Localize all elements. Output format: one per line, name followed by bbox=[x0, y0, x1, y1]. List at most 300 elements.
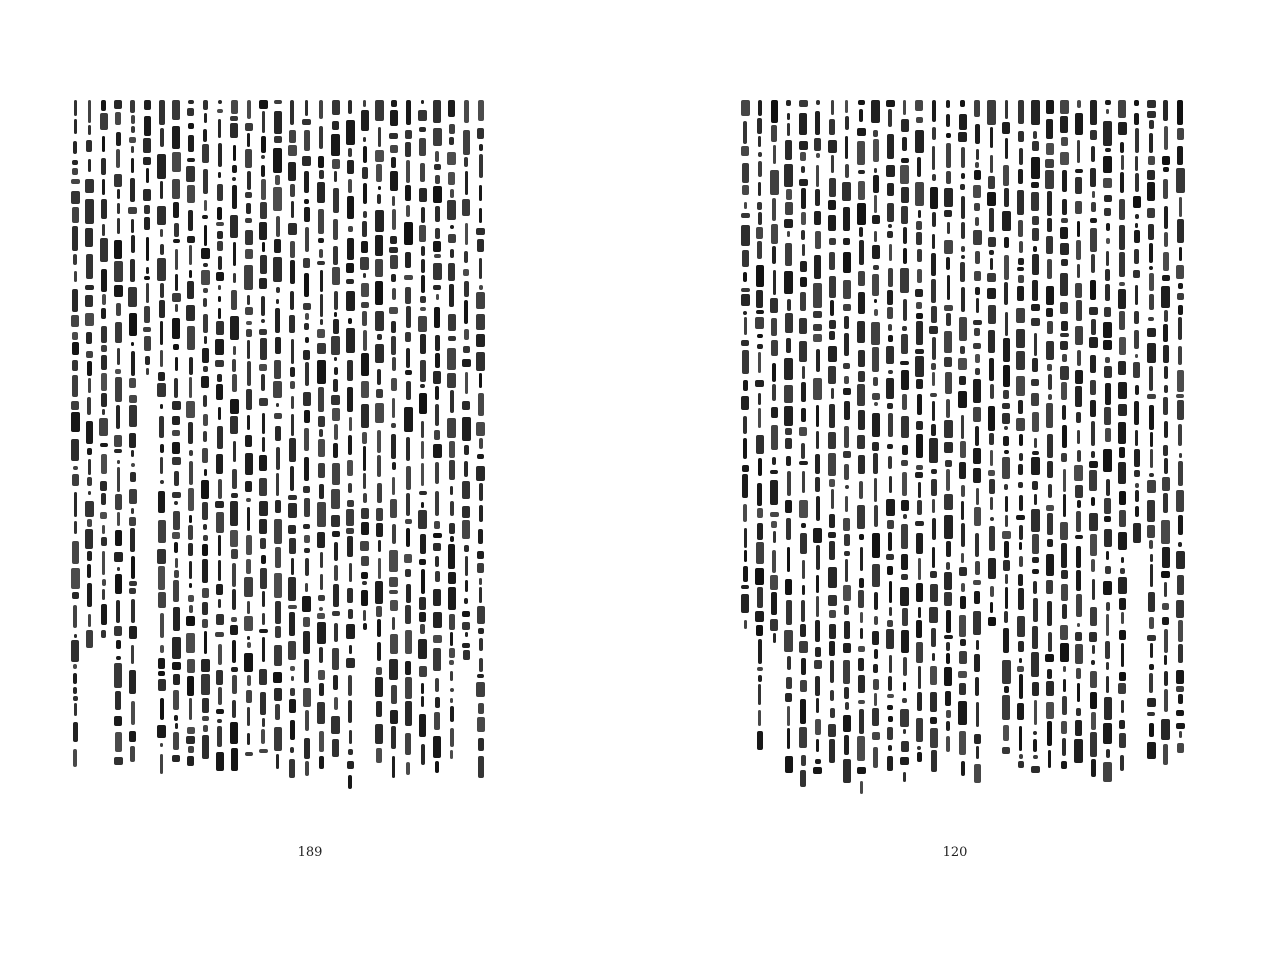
script-glyph bbox=[944, 592, 952, 606]
script-glyph bbox=[377, 334, 382, 340]
script-glyph bbox=[975, 287, 980, 295]
script-glyph bbox=[390, 499, 397, 518]
script-glyph bbox=[903, 682, 906, 691]
script-glyph bbox=[218, 256, 222, 270]
script-glyph bbox=[245, 218, 252, 223]
script-glyph bbox=[932, 547, 935, 568]
script-glyph bbox=[318, 463, 325, 478]
script-glyph bbox=[888, 109, 892, 127]
text-column bbox=[1030, 100, 1041, 777]
script-glyph bbox=[1017, 666, 1024, 672]
script-glyph bbox=[201, 659, 210, 672]
script-glyph bbox=[419, 597, 426, 610]
script-glyph bbox=[100, 481, 107, 491]
script-glyph bbox=[86, 254, 93, 279]
script-glyph bbox=[392, 524, 396, 544]
script-glyph bbox=[246, 535, 252, 555]
script-glyph bbox=[1090, 692, 1097, 709]
script-glyph bbox=[203, 725, 208, 732]
script-glyph bbox=[1149, 405, 1154, 430]
script-glyph bbox=[916, 117, 923, 123]
script-glyph bbox=[916, 434, 923, 458]
script-glyph bbox=[786, 338, 791, 353]
script-glyph bbox=[758, 458, 762, 476]
script-glyph bbox=[1119, 282, 1125, 286]
script-glyph bbox=[233, 242, 236, 266]
script-glyph bbox=[318, 595, 325, 601]
script-glyph bbox=[244, 265, 253, 290]
script-glyph bbox=[160, 444, 164, 453]
script-glyph bbox=[1017, 190, 1024, 215]
script-glyph bbox=[944, 305, 953, 311]
script-glyph bbox=[246, 559, 251, 574]
script-glyph bbox=[1133, 362, 1140, 378]
script-glyph bbox=[1018, 275, 1024, 283]
script-glyph bbox=[320, 294, 323, 317]
script-glyph bbox=[377, 194, 381, 204]
script-glyph bbox=[901, 334, 908, 354]
script-glyph bbox=[1060, 227, 1068, 239]
script-glyph bbox=[1077, 450, 1081, 462]
script-glyph bbox=[186, 736, 195, 744]
script-glyph bbox=[886, 100, 895, 107]
script-glyph bbox=[73, 722, 78, 742]
script-glyph bbox=[1060, 333, 1069, 337]
script-glyph bbox=[406, 348, 410, 368]
script-glyph bbox=[787, 706, 790, 726]
script-glyph bbox=[944, 572, 952, 590]
script-glyph bbox=[758, 152, 762, 157]
script-glyph bbox=[784, 385, 793, 403]
script-glyph bbox=[858, 181, 865, 200]
script-glyph bbox=[87, 519, 92, 527]
script-glyph bbox=[1090, 130, 1097, 140]
script-glyph bbox=[447, 348, 456, 370]
script-glyph bbox=[391, 321, 396, 333]
script-glyph bbox=[944, 442, 953, 453]
script-glyph bbox=[1147, 170, 1155, 180]
script-glyph bbox=[1090, 400, 1096, 417]
script-glyph bbox=[1033, 581, 1037, 594]
script-glyph bbox=[376, 523, 383, 537]
script-glyph bbox=[1033, 246, 1037, 252]
script-glyph bbox=[435, 151, 439, 162]
script-glyph bbox=[377, 619, 381, 637]
script-glyph bbox=[1019, 542, 1022, 550]
script-glyph bbox=[419, 188, 427, 202]
script-glyph bbox=[1003, 560, 1010, 571]
script-glyph bbox=[1149, 673, 1153, 693]
text-column bbox=[273, 100, 284, 776]
script-glyph bbox=[389, 550, 398, 572]
text-column bbox=[360, 100, 371, 635]
script-glyph bbox=[888, 745, 892, 751]
script-glyph bbox=[433, 533, 442, 538]
script-glyph bbox=[73, 696, 78, 701]
script-glyph bbox=[230, 625, 238, 635]
script-glyph bbox=[917, 157, 921, 177]
script-glyph bbox=[131, 450, 134, 457]
script-glyph bbox=[758, 639, 762, 664]
script-glyph bbox=[290, 381, 295, 389]
script-glyph bbox=[332, 531, 340, 537]
script-glyph bbox=[375, 210, 384, 232]
script-glyph bbox=[404, 407, 413, 432]
script-glyph bbox=[903, 657, 907, 676]
script-glyph bbox=[129, 581, 137, 586]
script-glyph bbox=[476, 422, 485, 436]
script-glyph bbox=[173, 690, 179, 710]
script-glyph bbox=[347, 588, 353, 603]
script-glyph bbox=[1135, 430, 1138, 446]
script-glyph bbox=[247, 642, 251, 648]
script-glyph bbox=[742, 465, 749, 472]
script-glyph bbox=[333, 188, 339, 213]
script-glyph bbox=[478, 100, 484, 121]
script-glyph bbox=[900, 587, 909, 606]
script-glyph bbox=[916, 465, 923, 470]
script-glyph bbox=[433, 128, 442, 146]
script-glyph bbox=[273, 148, 282, 173]
script-glyph bbox=[131, 556, 135, 579]
script-glyph bbox=[433, 285, 441, 290]
script-glyph bbox=[304, 548, 310, 553]
text-column bbox=[842, 100, 853, 786]
script-glyph bbox=[318, 439, 325, 457]
script-glyph bbox=[887, 705, 893, 710]
script-glyph bbox=[449, 137, 454, 145]
script-glyph bbox=[1063, 679, 1066, 692]
script-glyph bbox=[988, 617, 996, 626]
script-glyph bbox=[389, 590, 398, 594]
script-glyph bbox=[262, 437, 265, 452]
script-glyph bbox=[346, 328, 355, 353]
script-glyph bbox=[917, 269, 922, 283]
script-glyph bbox=[1121, 612, 1124, 624]
script-glyph bbox=[389, 133, 398, 139]
script-glyph bbox=[245, 752, 253, 756]
script-glyph bbox=[1163, 252, 1169, 271]
script-glyph bbox=[421, 683, 424, 694]
script-glyph bbox=[274, 136, 282, 143]
script-glyph bbox=[756, 290, 763, 308]
script-glyph bbox=[843, 715, 851, 732]
script-glyph bbox=[1161, 286, 1170, 308]
script-glyph bbox=[72, 289, 78, 312]
script-glyph bbox=[1046, 702, 1054, 719]
script-glyph bbox=[319, 484, 324, 499]
script-glyph bbox=[1031, 457, 1040, 475]
script-glyph bbox=[859, 534, 864, 540]
script-glyph bbox=[172, 532, 180, 539]
script-glyph bbox=[114, 663, 122, 688]
script-glyph bbox=[1018, 761, 1024, 768]
script-glyph bbox=[305, 710, 309, 731]
script-glyph bbox=[420, 534, 426, 554]
script-glyph bbox=[771, 407, 778, 418]
script-glyph bbox=[303, 486, 310, 493]
script-glyph bbox=[900, 268, 909, 293]
script-glyph bbox=[435, 678, 439, 692]
script-glyph bbox=[290, 720, 295, 740]
script-glyph bbox=[100, 443, 108, 447]
text-column bbox=[476, 100, 487, 783]
script-glyph bbox=[102, 136, 105, 152]
script-glyph bbox=[958, 391, 967, 408]
script-glyph bbox=[961, 287, 965, 312]
script-glyph bbox=[331, 395, 340, 405]
script-glyph bbox=[857, 141, 865, 165]
script-glyph bbox=[946, 562, 950, 570]
script-glyph bbox=[433, 241, 441, 252]
script-glyph bbox=[958, 358, 967, 370]
text-column bbox=[157, 100, 168, 776]
script-glyph bbox=[275, 601, 281, 624]
script-glyph bbox=[988, 406, 995, 431]
script-glyph bbox=[1119, 337, 1126, 355]
script-glyph bbox=[1119, 447, 1125, 458]
script-glyph bbox=[361, 381, 369, 398]
script-glyph bbox=[173, 511, 180, 530]
script-glyph bbox=[1047, 669, 1052, 679]
script-glyph bbox=[917, 394, 922, 415]
script-glyph bbox=[901, 574, 908, 580]
script-glyph bbox=[1177, 293, 1184, 300]
script-glyph bbox=[114, 716, 122, 726]
text-column bbox=[755, 100, 766, 757]
script-glyph bbox=[929, 438, 938, 463]
script-glyph bbox=[815, 759, 821, 764]
script-glyph bbox=[816, 596, 819, 617]
script-glyph bbox=[115, 377, 122, 402]
script-glyph bbox=[389, 307, 398, 314]
script-glyph bbox=[1016, 308, 1025, 323]
script-glyph bbox=[436, 294, 439, 300]
script-glyph bbox=[202, 619, 208, 628]
script-glyph bbox=[174, 501, 178, 505]
script-glyph bbox=[773, 633, 776, 643]
script-glyph bbox=[1163, 445, 1168, 456]
script-glyph bbox=[247, 361, 251, 386]
script-glyph bbox=[1004, 611, 1008, 623]
script-glyph bbox=[857, 505, 865, 529]
script-glyph bbox=[389, 577, 398, 587]
script-glyph bbox=[116, 303, 121, 316]
script-glyph bbox=[946, 100, 950, 108]
script-glyph bbox=[73, 254, 77, 265]
script-glyph bbox=[872, 245, 880, 259]
script-glyph bbox=[756, 227, 763, 239]
script-glyph bbox=[1060, 152, 1069, 165]
script-glyph bbox=[815, 620, 820, 642]
script-glyph bbox=[215, 632, 224, 637]
script-glyph bbox=[918, 482, 921, 498]
script-glyph bbox=[331, 515, 340, 527]
script-glyph bbox=[331, 489, 340, 509]
script-glyph bbox=[872, 533, 880, 558]
script-glyph bbox=[74, 703, 77, 716]
script-glyph bbox=[74, 119, 77, 134]
text-column bbox=[128, 100, 139, 764]
script-glyph bbox=[262, 613, 265, 625]
script-glyph bbox=[930, 692, 937, 712]
script-glyph bbox=[1148, 317, 1154, 321]
script-glyph bbox=[332, 121, 339, 130]
script-glyph bbox=[1047, 721, 1052, 746]
script-glyph bbox=[448, 100, 455, 117]
script-glyph bbox=[946, 313, 951, 326]
script-glyph bbox=[131, 126, 135, 133]
script-glyph bbox=[1075, 169, 1083, 173]
script-glyph bbox=[87, 397, 91, 415]
script-glyph bbox=[202, 448, 208, 463]
script-glyph bbox=[158, 679, 166, 691]
script-glyph bbox=[1091, 146, 1095, 162]
script-glyph bbox=[450, 501, 454, 516]
script-glyph bbox=[1047, 364, 1052, 371]
script-glyph bbox=[173, 344, 179, 350]
text-column bbox=[244, 100, 255, 760]
script-glyph bbox=[946, 653, 950, 664]
script-glyph bbox=[146, 368, 149, 375]
script-glyph bbox=[872, 274, 879, 296]
script-glyph bbox=[361, 590, 368, 606]
script-glyph bbox=[990, 384, 994, 399]
script-glyph bbox=[1032, 481, 1038, 490]
script-glyph bbox=[1090, 355, 1096, 373]
script-glyph bbox=[741, 396, 749, 410]
script-glyph bbox=[291, 414, 294, 436]
script-glyph bbox=[902, 394, 907, 410]
script-glyph bbox=[392, 617, 395, 630]
script-glyph bbox=[186, 305, 195, 321]
script-glyph bbox=[918, 666, 921, 689]
script-glyph bbox=[289, 699, 296, 713]
script-glyph bbox=[305, 313, 309, 320]
script-glyph bbox=[218, 407, 221, 420]
script-glyph bbox=[814, 255, 821, 279]
script-glyph bbox=[434, 307, 440, 328]
script-glyph bbox=[476, 466, 485, 481]
text-column bbox=[1161, 100, 1172, 767]
script-glyph bbox=[144, 116, 151, 136]
script-glyph bbox=[304, 498, 310, 517]
script-glyph bbox=[332, 267, 340, 285]
script-glyph bbox=[160, 229, 163, 237]
script-glyph bbox=[305, 100, 308, 116]
script-glyph bbox=[290, 466, 294, 491]
script-glyph bbox=[232, 359, 236, 372]
script-glyph bbox=[828, 532, 836, 538]
script-glyph bbox=[973, 343, 981, 349]
script-glyph bbox=[259, 455, 267, 471]
script-glyph bbox=[741, 225, 750, 246]
script-glyph bbox=[291, 558, 294, 575]
script-glyph bbox=[391, 378, 397, 391]
script-glyph bbox=[247, 733, 250, 745]
script-glyph bbox=[231, 290, 237, 310]
script-glyph bbox=[217, 231, 223, 239]
script-glyph bbox=[900, 361, 909, 365]
script-glyph bbox=[961, 147, 965, 168]
script-glyph bbox=[406, 381, 411, 400]
script-glyph bbox=[1091, 421, 1095, 446]
script-glyph bbox=[216, 670, 223, 685]
script-glyph bbox=[262, 718, 265, 727]
script-glyph bbox=[450, 671, 453, 681]
script-glyph bbox=[1178, 694, 1183, 704]
script-glyph bbox=[347, 500, 354, 507]
script-glyph bbox=[888, 456, 892, 469]
script-glyph bbox=[829, 641, 835, 656]
script-glyph bbox=[189, 450, 193, 456]
script-glyph bbox=[770, 470, 778, 474]
script-glyph bbox=[886, 554, 894, 560]
script-glyph bbox=[115, 112, 121, 125]
script-glyph bbox=[477, 674, 484, 678]
script-glyph bbox=[433, 736, 441, 758]
script-glyph bbox=[203, 314, 208, 333]
script-glyph bbox=[348, 179, 352, 193]
script-glyph bbox=[1120, 172, 1124, 193]
script-glyph bbox=[889, 655, 892, 673]
script-glyph bbox=[960, 596, 966, 609]
script-glyph bbox=[349, 563, 352, 582]
script-glyph bbox=[946, 257, 950, 270]
script-glyph bbox=[946, 610, 951, 633]
script-glyph bbox=[361, 353, 369, 376]
script-glyph bbox=[828, 366, 836, 384]
script-glyph bbox=[160, 698, 164, 720]
script-glyph bbox=[102, 179, 105, 195]
script-glyph bbox=[361, 572, 368, 579]
script-glyph bbox=[960, 184, 965, 190]
script-glyph bbox=[74, 492, 77, 517]
script-glyph bbox=[74, 271, 77, 282]
script-glyph bbox=[1163, 493, 1168, 513]
script-glyph bbox=[465, 556, 468, 576]
script-glyph bbox=[872, 631, 879, 645]
script-glyph bbox=[349, 417, 352, 431]
script-glyph bbox=[758, 675, 762, 682]
text-column bbox=[929, 100, 940, 777]
script-glyph bbox=[144, 217, 150, 230]
script-glyph bbox=[448, 587, 456, 610]
script-glyph bbox=[348, 675, 352, 696]
script-glyph bbox=[421, 463, 424, 486]
script-glyph bbox=[304, 410, 310, 423]
script-glyph bbox=[1091, 319, 1096, 335]
script-glyph bbox=[974, 170, 981, 180]
text-column bbox=[769, 100, 780, 650]
script-glyph bbox=[450, 688, 454, 692]
script-glyph bbox=[290, 100, 294, 125]
script-glyph bbox=[129, 395, 137, 403]
script-glyph bbox=[172, 637, 181, 659]
script-glyph bbox=[203, 535, 208, 541]
script-glyph bbox=[244, 577, 253, 597]
script-glyph bbox=[1147, 635, 1156, 641]
script-glyph bbox=[828, 200, 836, 210]
script-glyph bbox=[363, 493, 367, 503]
script-glyph bbox=[758, 684, 761, 705]
script-glyph bbox=[844, 605, 849, 615]
script-glyph bbox=[874, 592, 878, 610]
script-glyph bbox=[187, 185, 195, 203]
script-glyph bbox=[203, 395, 207, 407]
script-glyph bbox=[302, 596, 311, 612]
script-glyph bbox=[1090, 534, 1097, 556]
